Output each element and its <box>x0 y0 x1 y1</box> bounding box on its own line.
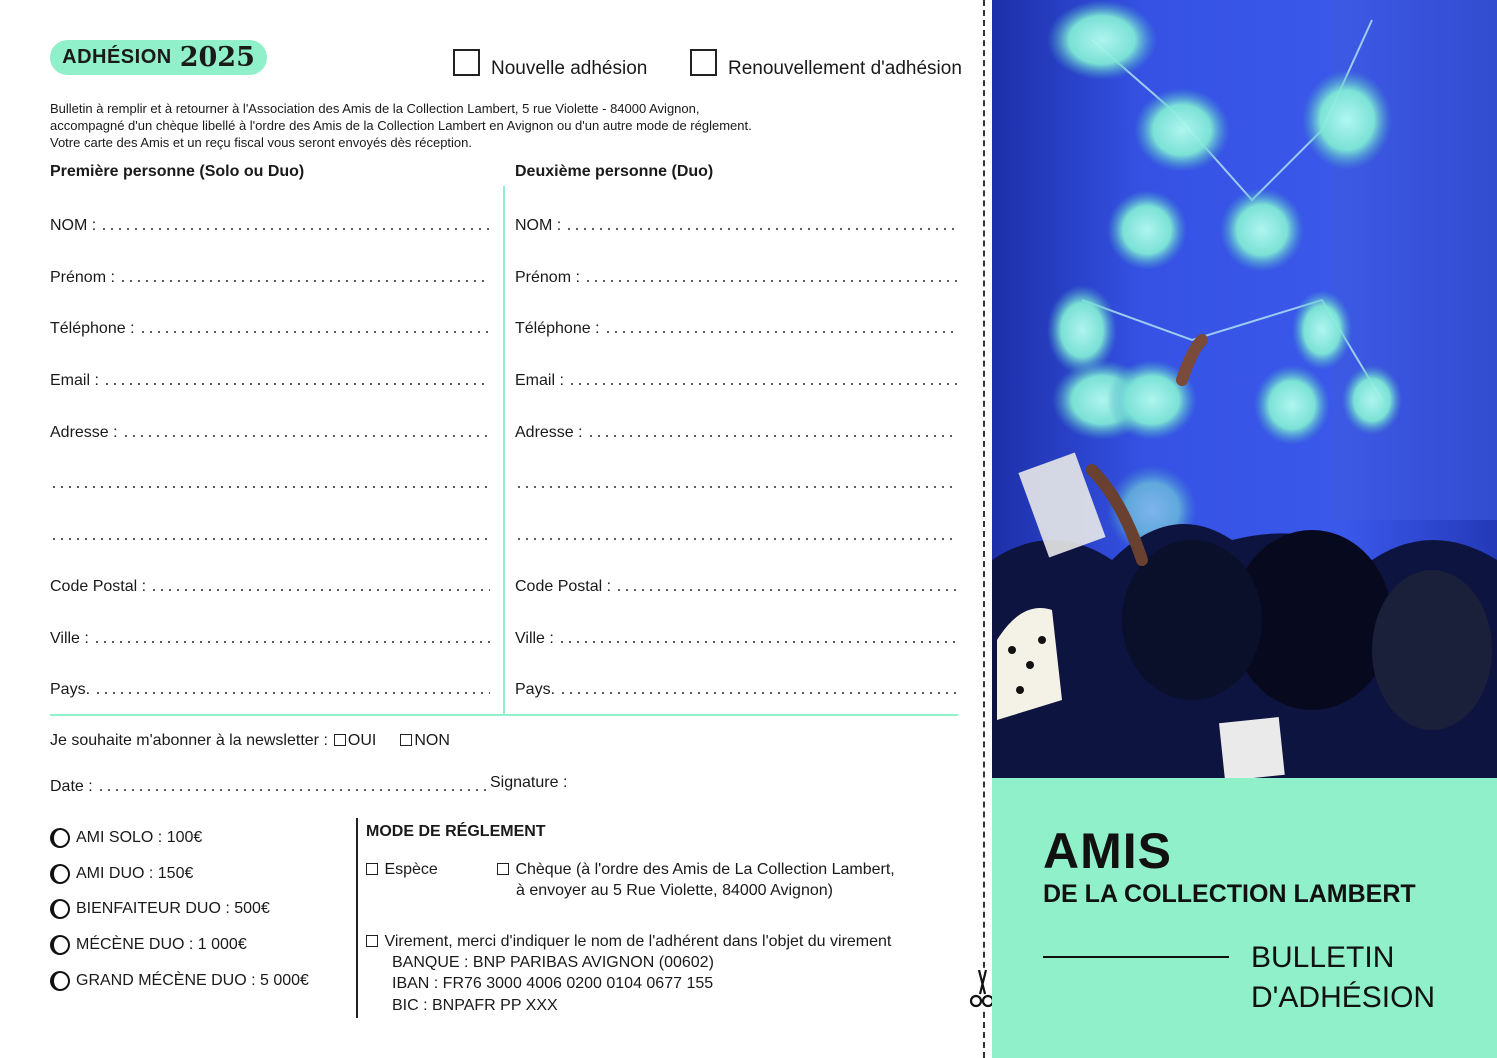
person2-email-field[interactable]: Email : <box>515 366 957 390</box>
payment-cheque-detail: à envoyer au 5 Rue Violette, 84000 Avignon) <box>516 882 833 899</box>
person2-adresse-field[interactable]: Adresse : <box>515 418 957 442</box>
section-divider <box>50 714 958 716</box>
column-divider <box>503 186 505 716</box>
person1-adresse-field[interactable]: Adresse : <box>50 418 490 442</box>
cover-photo <box>992 0 1497 778</box>
checkbox-icon <box>334 734 346 746</box>
radio-circle-icon <box>50 864 70 884</box>
radio-circle-icon <box>50 935 70 955</box>
cut-line <box>983 0 985 1058</box>
membership-badge <box>50 40 267 75</box>
person1-heading: Première personne (Solo ou Duo) <box>50 163 305 180</box>
tier-option[interactable]: BIENFAITEUR DUO : 500€ <box>50 899 270 919</box>
person2-adresse-line3[interactable] <box>515 521 957 545</box>
checkbox-icon <box>400 734 412 746</box>
tier-option[interactable]: AMI SOLO : 100€ <box>50 828 202 848</box>
tier-option[interactable]: AMI DUO : 150€ <box>50 864 193 884</box>
person2-pays-field[interactable]: Pays. <box>515 675 957 699</box>
bank-iban: IBAN : FR76 3000 4006 0200 0104 0677 155 <box>392 975 714 992</box>
newsletter-no-option[interactable]: NON <box>400 732 450 750</box>
person2-telephone-field[interactable]: Téléphone : <box>515 314 957 338</box>
person2-nom-field[interactable]: NOM : <box>515 211 957 235</box>
tier-option[interactable]: MÉCÈNE DUO : 1 000€ <box>50 935 247 955</box>
payment-transfer-option[interactable]: Virement, merci d'indiquer le nom de l'adhérent dans l'objet du virement <box>366 931 891 952</box>
checkbox-icon <box>497 863 509 875</box>
renew-membership-checkbox[interactable] <box>690 49 717 76</box>
signature-label: Signature : <box>490 774 568 791</box>
bulletin-title <box>1251 938 1435 1018</box>
payment-title: MODE DE RÉGLEMENT <box>366 823 546 840</box>
renew-membership-label: Renouvellement d'adhésion <box>728 58 962 79</box>
panel-rule <box>1043 956 1229 958</box>
person2-code-postal-field[interactable]: Code Postal : <box>515 572 957 596</box>
person2-ville-field[interactable]: Ville : <box>515 624 957 648</box>
radio-circle-icon <box>50 971 70 991</box>
person1-adresse-line2[interactable] <box>50 469 490 493</box>
newsletter-question: Je souhaite m'abonner à la newsletter : <box>50 732 328 749</box>
badge-year: 2025 <box>179 42 255 73</box>
person1-telephone-field[interactable]: Téléphone : <box>50 314 490 338</box>
radio-circle-icon <box>50 828 70 848</box>
new-membership-checkbox[interactable] <box>453 49 480 76</box>
person1-ville-field[interactable]: Ville : <box>50 624 490 648</box>
payment-divider <box>356 818 358 1018</box>
bulletin-line: D'ADHÉSION <box>1251 981 1436 1014</box>
bank-name: BANQUE : BNP PARIBAS AVIGNON (00602) <box>392 954 714 971</box>
new-membership-label: Nouvelle adhésion <box>491 58 648 79</box>
instructions-line: accompagné d'un chèque libellé à l'ordre des Amis de la Collection Lambert en Avignon ou d'un autre mode de réglement. <box>50 118 752 133</box>
badge-word: ADHÉSION <box>62 46 172 68</box>
panel-subtitle: DE LA COLLECTION LAMBERT <box>1043 880 1416 908</box>
bulletin-line: BULLETIN <box>1251 941 1395 974</box>
newsletter-yes-option[interactable]: OUI <box>334 732 376 750</box>
tier-option[interactable]: GRAND MÉCÈNE DUO : 5 000€ <box>50 971 309 991</box>
instructions-line: Votre carte des Amis et un reçu fiscal vous seront envoyés dès réception. <box>50 135 472 150</box>
payment-cash-option[interactable]: Espèce <box>366 859 438 880</box>
checkbox-icon <box>366 863 378 875</box>
radio-circle-icon <box>50 899 70 919</box>
person1-nom-field[interactable]: NOM : <box>50 211 490 235</box>
checkbox-icon <box>366 935 378 947</box>
neon-artwork-image <box>992 0 1497 778</box>
person1-adresse-line3[interactable] <box>50 521 490 545</box>
payment-cheque-option[interactable]: Chèque (à l'ordre des Amis de La Collection Lambert, <box>497 859 895 880</box>
instructions-text <box>50 100 950 151</box>
person2-heading: Deuxième personne (Duo) <box>515 163 714 180</box>
person2-adresse-line2[interactable] <box>515 469 957 493</box>
person1-pays-field[interactable]: Pays. <box>50 675 490 699</box>
newsletter-row <box>50 732 450 750</box>
date-field[interactable]: Date : <box>50 772 490 796</box>
person1-code-postal-field[interactable]: Code Postal : <box>50 572 490 596</box>
person1-email-field[interactable]: Email : <box>50 366 490 390</box>
instructions-line: Bulletin à remplir et à retourner à l'Association des Amis de la Collection Lambert, 5 rue Violette - 84000 Avignon, <box>50 101 700 116</box>
person2-prenom-field[interactable]: Prénom : <box>515 263 957 287</box>
panel-title: AMIS <box>1043 823 1172 879</box>
bank-bic: BIC : BNPAFR PP XXX <box>392 997 558 1014</box>
person1-prenom-field[interactable]: Prénom : <box>50 263 490 287</box>
